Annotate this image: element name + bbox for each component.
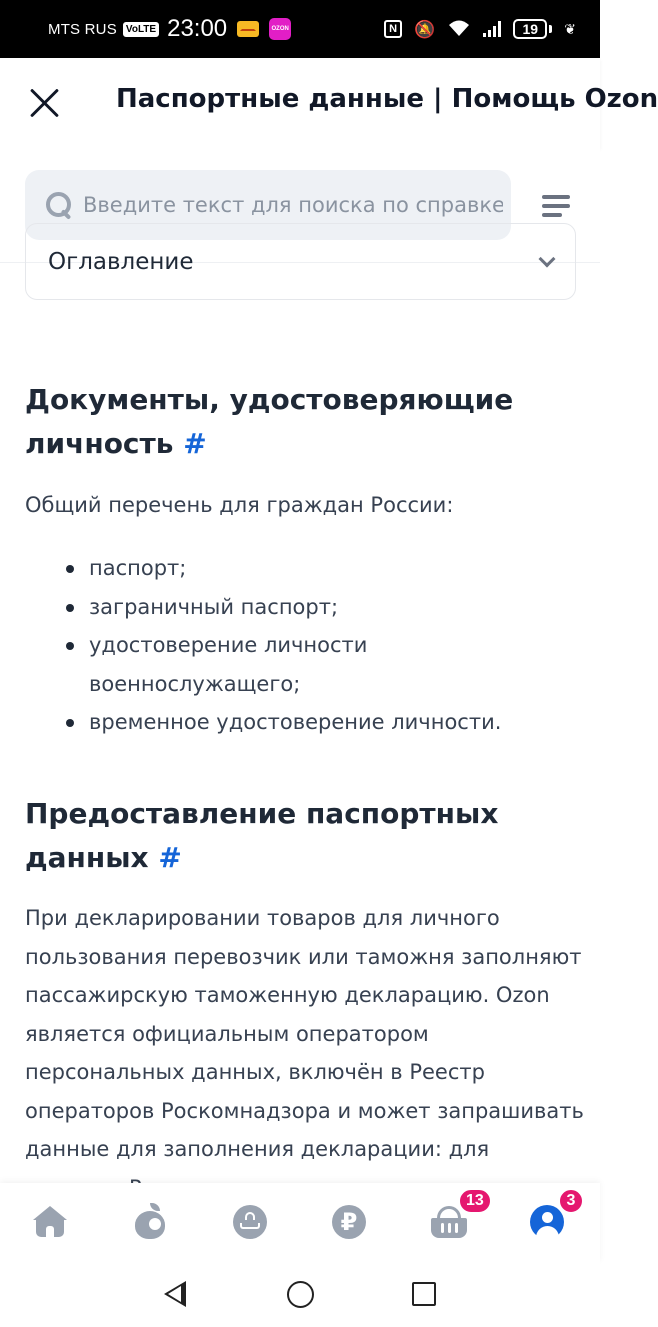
ruble-symbol: ₽ [332,1205,366,1239]
heading-text: Документы, удостоверяющие личность [25,383,514,460]
close-icon[interactable] [28,86,62,120]
profile-badge: 3 [558,1188,584,1214]
anchor-link[interactable]: # [183,427,207,460]
bottom-nav [0,1183,600,1263]
heading-text: Предоставление паспортных данных [25,797,499,874]
section-intro: Общий перечень для граждан России: [25,493,454,517]
cart-badge: 13 [458,1188,492,1214]
fresh-icon[interactable] [132,1203,172,1243]
signal-icon [483,21,501,37]
toc-label: Оглавление [48,248,194,275]
article-content [0,248,600,1183]
clock: 23:00 [167,15,228,42]
app-header [0,58,658,148]
list-item: удостоверение личности военнослужащего; [64,626,574,703]
search-icon [45,191,73,219]
list-item: паспорт; [64,549,574,588]
mute-icon: 🔕 [414,19,436,39]
documents-list [64,549,574,742]
section-heading-passport-data [25,792,575,880]
status-right [384,19,576,40]
recents-icon[interactable] [412,1282,436,1306]
page-title: Паспортные данные | Помощь Ozon [116,84,658,114]
home-icon[interactable] [32,1203,72,1243]
list-item: временное удостоверение личности. [64,703,574,742]
ruble-icon[interactable] [331,1203,371,1243]
chevron-down-icon [539,250,556,267]
wifi-icon [447,19,471,40]
section-paragraph: При декларировании товаров для личного пользования перевозчик или таможня заполняют пассажирскую таможенную декларацию. Ozon является официальным оператором персональных данных, включён в Реестр операторов Роскомнадзора и может запрашивать данные для заполнения декларации: для [25,906,584,1161]
system-nav-bar [0,1263,600,1327]
nfc-icon: N [384,20,402,38]
ozon-notification-icon: OZON [269,18,291,40]
carrier-name: MTS RUS [48,20,117,38]
hanger-icon[interactable] [232,1203,272,1243]
leaf-icon: ❦ [564,20,576,37]
back-icon[interactable] [164,1281,186,1307]
battery-icon [513,19,552,39]
mail-notification-icon [237,21,259,37]
battery-level: 19 [513,19,547,39]
status-bar [0,0,600,58]
status-left [48,15,291,43]
table-of-contents-dropdown[interactable] [25,223,576,300]
section-heading-documents [25,378,575,466]
volte-icon: VoLTE [123,22,159,37]
menu-icon[interactable] [542,195,570,217]
system-home-icon[interactable] [287,1281,314,1308]
search-input[interactable] [83,193,503,217]
anchor-link[interactable]: # [158,841,182,874]
list-item: заграничный паспорт; [64,588,574,627]
